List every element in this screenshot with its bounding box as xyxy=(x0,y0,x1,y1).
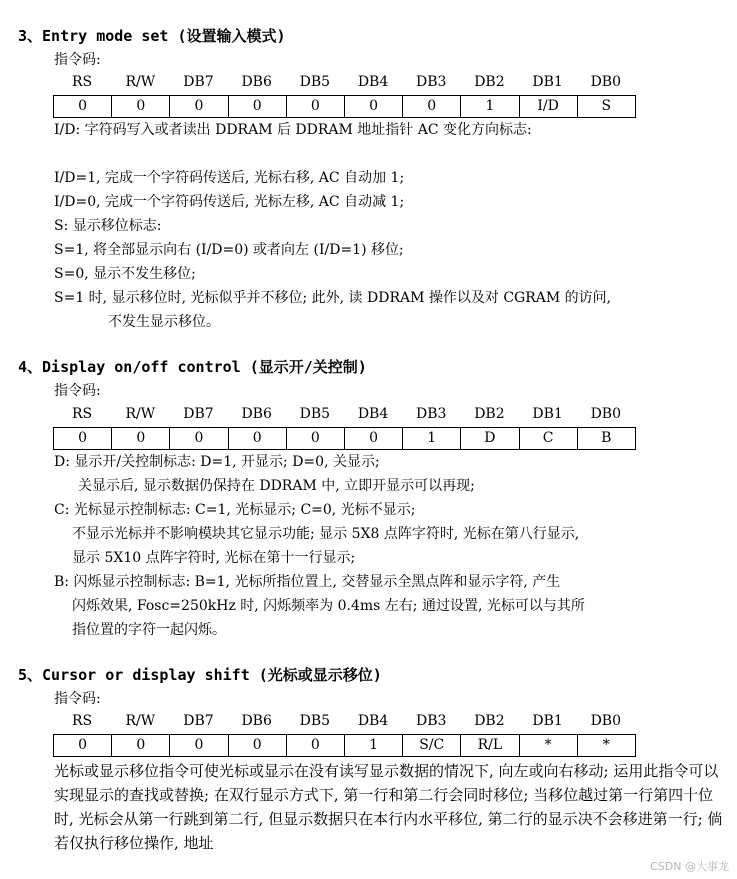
section-5-title: 5、Cursor or display shift (光标或显示移位) xyxy=(18,666,382,684)
bit-header: DB1 xyxy=(532,74,563,90)
text-line: S=0, 显示不发生移位; xyxy=(54,266,196,282)
code-cell: D xyxy=(461,428,519,450)
table-row xyxy=(54,735,636,757)
bit-header-row xyxy=(53,405,635,423)
bit-header-row xyxy=(53,73,635,91)
code-cell: 1 xyxy=(461,96,519,118)
bit-header: DB0 xyxy=(590,713,621,729)
code-cell: 0 xyxy=(112,96,170,118)
bit-header: DB4 xyxy=(357,406,389,422)
code-cell: 0 xyxy=(286,735,344,757)
instruction-code-label: 指令码: xyxy=(54,383,101,399)
code-cell: 0 xyxy=(403,96,461,118)
code-cell: 0 xyxy=(112,428,170,450)
instruction-code-table xyxy=(53,427,636,450)
bit-header-row xyxy=(53,712,635,730)
text-line: C: 光标显示控制标志: C=1, 光标显示; C=0, 光标不显示; xyxy=(54,502,416,518)
bit-header: R/W xyxy=(125,713,156,729)
bit-header: DB7 xyxy=(183,406,214,422)
code-cell: * xyxy=(577,735,635,757)
text-line: S=1 时, 显示移位时, 光标似乎并不移位; 此外, 读 DDRAM 操作以及对 CGRAM 的访问, xyxy=(54,290,612,306)
bit-header: DB3 xyxy=(416,406,447,422)
bit-header: DB6 xyxy=(241,713,272,729)
code-cell: * xyxy=(519,735,577,757)
bit-header: DB2 xyxy=(474,74,505,90)
code-cell: 0 xyxy=(228,428,286,450)
code-cell: 0 xyxy=(286,428,344,450)
text-line: I/D=1, 完成一个字符码传送后, 光标右移, AC 自动加 1; xyxy=(54,170,405,186)
bit-header: R/W xyxy=(125,406,156,422)
bit-header: DB5 xyxy=(299,74,331,90)
csdn-watermark: CSDN @大事龙 xyxy=(650,860,729,873)
text-line: 不显示光标并不影响模块其它显示功能; 显示 5X8 点阵字符时, 光标在第八行显示, xyxy=(72,526,580,542)
section-3-title: 3、Entry mode set (设置输入模式) xyxy=(18,27,286,45)
code-cell: 1 xyxy=(344,735,402,757)
bit-header: DB1 xyxy=(532,406,563,422)
bit-header: DB2 xyxy=(474,406,505,422)
text-line: S=1, 将全部显示向右 (I/D=0) 或者向左 (I/D=1) 移位; xyxy=(54,242,404,258)
section-5-paragraph: 光标或显示移位指令可使光标或显示在没有读写显示数据的情况下, 向左或向右移动; 运用此指令可以实现显示的查找或替换; 在双行显示方式下, 第一行和第二行会同时移位; 当移位越过第一行第四十位时, 光标会从第一行跳到第二行, 但显示数据只在本行内水平移位, 第二行的显示决不会移进第一行; 倘若仅执行移位操作, 地址 xyxy=(54,762,723,852)
code-cell: 0 xyxy=(228,735,286,757)
text-line: 指位置的字符一起闪烁。 xyxy=(72,622,226,638)
bit-header: DB0 xyxy=(590,74,621,90)
text-line: 闪烁效果, Fosc=250kHz 时, 闪烁频率为 0.4ms 左右; 通过设置, 光标可以与其所 xyxy=(72,598,585,614)
text-line: I/D: 字符码写入或者读出 DDRAM 后 DDRAM 地址指针 AC 变化方向标志: xyxy=(54,122,532,138)
text-line: B: 闪烁显示控制标志: B=1, 光标所指位置上, 交替显示全黑点阵和显示字符, 产生 xyxy=(54,574,561,590)
table-row xyxy=(54,96,636,118)
code-cell: 0 xyxy=(170,428,228,450)
bit-header: DB4 xyxy=(357,74,389,90)
code-cell: S/C xyxy=(403,735,461,757)
instruction-code-label: 指令码: xyxy=(54,52,101,68)
code-cell: R/L xyxy=(461,735,519,757)
code-cell: 0 xyxy=(344,96,402,118)
bit-header: DB4 xyxy=(357,713,389,729)
bit-header: DB3 xyxy=(416,713,447,729)
code-cell: 1 xyxy=(403,428,461,450)
text-line: 关显示后, 显示数据仍保持在 DDRAM 中, 立即开显示可以再现; xyxy=(78,478,475,494)
code-cell: 0 xyxy=(286,96,344,118)
text-line: D: 显示开/关控制标志: D=1, 开显示; D=0, 关显示; xyxy=(54,454,380,470)
bit-header: DB1 xyxy=(532,713,563,729)
text-line: 不发生显示移位。 xyxy=(108,314,220,330)
section-4-title: 4、Display on/off control (显示开/关控制) xyxy=(18,358,367,376)
instruction-code-table xyxy=(53,95,636,118)
code-cell: 0 xyxy=(54,428,112,450)
code-cell: I/D xyxy=(519,96,577,118)
instruction-code-label: 指令码: xyxy=(54,691,101,707)
text-line: 显示 5X10 点阵字符时, 光标在第十一行显示; xyxy=(72,550,356,566)
code-cell: 0 xyxy=(344,428,402,450)
bit-header: DB5 xyxy=(299,406,331,422)
bit-header: DB6 xyxy=(241,74,272,90)
text-line: S: 显示移位标志: xyxy=(54,218,162,234)
code-cell: 0 xyxy=(170,96,228,118)
code-cell: C xyxy=(519,428,577,450)
bit-header: DB0 xyxy=(590,406,621,422)
bit-header: DB5 xyxy=(299,713,331,729)
bit-header: R/W xyxy=(125,74,156,90)
bit-header: RS xyxy=(72,406,93,422)
code-cell: 0 xyxy=(112,735,170,757)
bit-header: RS xyxy=(72,74,93,90)
code-cell: S xyxy=(577,96,635,118)
text-line: I/D=0, 完成一个字符码传送后, 光标左移, AC 自动减 1; xyxy=(54,194,405,210)
code-cell: 0 xyxy=(228,96,286,118)
table-row xyxy=(54,428,636,450)
code-cell: 0 xyxy=(54,735,112,757)
code-cell: 0 xyxy=(54,96,112,118)
bit-header: DB2 xyxy=(474,713,505,729)
instruction-code-table xyxy=(53,734,636,757)
bit-header: DB7 xyxy=(183,713,214,729)
code-cell: B xyxy=(577,428,635,450)
bit-header: DB3 xyxy=(416,74,447,90)
bit-header: DB7 xyxy=(183,74,214,90)
bit-header: DB6 xyxy=(241,406,272,422)
bit-header: RS xyxy=(72,713,93,729)
code-cell: 0 xyxy=(170,735,228,757)
